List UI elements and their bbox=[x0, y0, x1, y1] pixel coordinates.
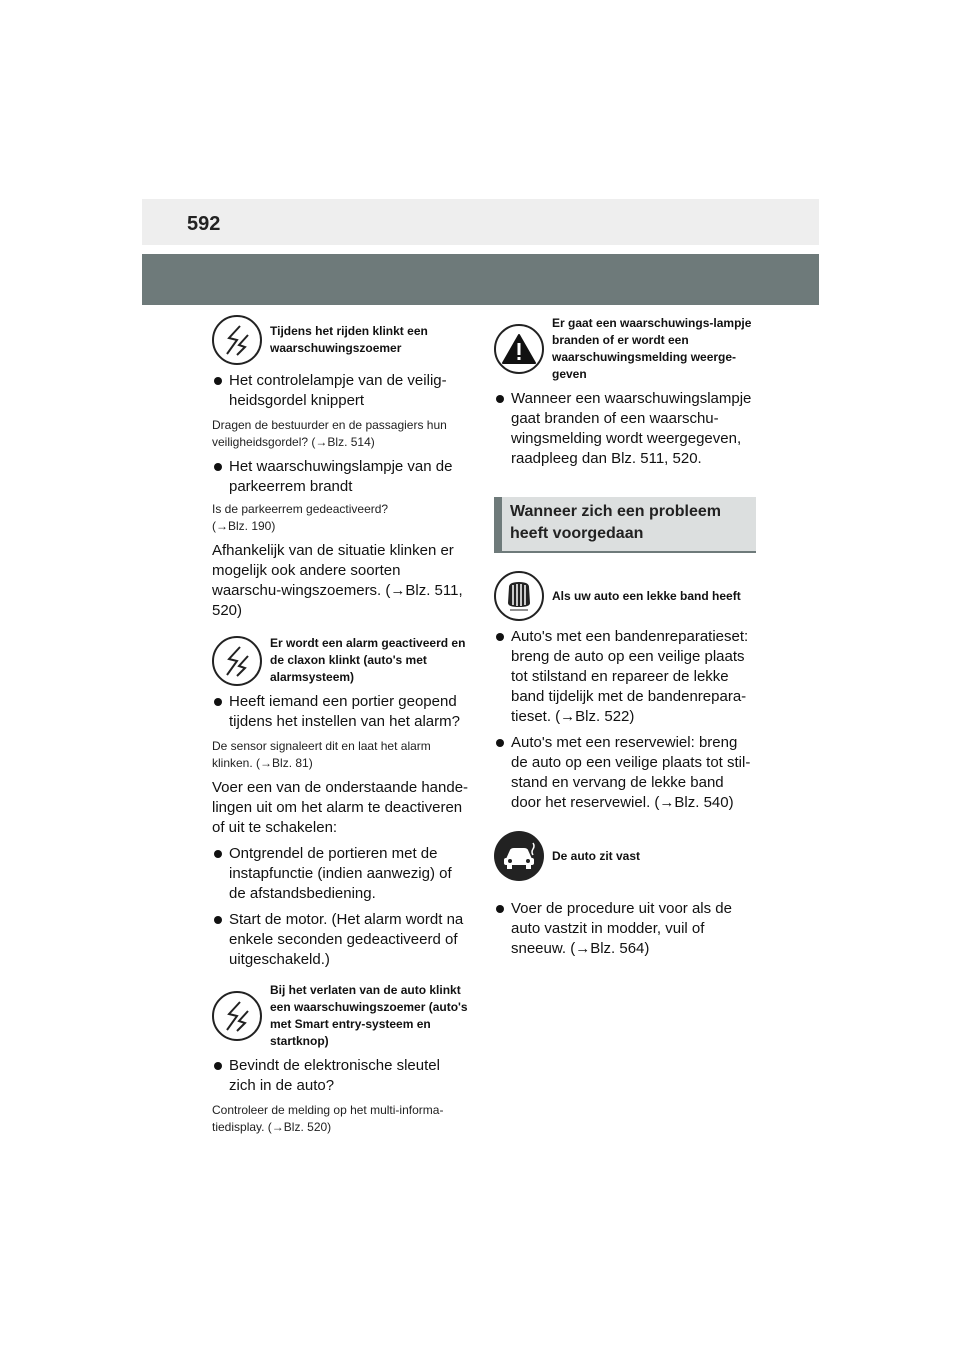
alarm-label: Er wordt een alarm geactiveerd en de claxon klinkt (auto's met alarmsysteem) bbox=[270, 636, 466, 684]
exit-buzzer-heading bbox=[212, 982, 470, 1050]
flat-tire-label: Als uw auto een lekke band heeft bbox=[552, 588, 741, 603]
paragraph: Voer een van de onderstaande hande-lingen uit om het alarm te deactiveren of uit te schakelen: bbox=[212, 779, 469, 836]
flat-tire-heading bbox=[494, 571, 756, 621]
page-number: 592 bbox=[187, 213, 221, 235]
list-item: Auto's met een bandenreparatieset: breng de auto op een veilige plaats tot stilstand en repareer de lekke band tijdelijk met de bandenrepara-tieset. (→Blz. 522) bbox=[494, 627, 756, 727]
warning-lamp-heading bbox=[494, 315, 756, 383]
header-band bbox=[142, 199, 819, 245]
exit-buzzer-label: Bij het verlaten van de auto klinkt een waarschuwingszoemer (auto's met Smart entry-systeem en startknop) bbox=[270, 983, 468, 1048]
buzzer-driving-label: Tijdens het rijden klinkt een waarschuwingszoemer bbox=[270, 324, 428, 355]
buzzer-warning-icon bbox=[212, 315, 262, 365]
list-item: Het waarschuwingslampje van de parkeerrem brandt bbox=[212, 457, 470, 497]
note-text: De sensor signaleert dit en laat het alarm klinken. (→Blz. 81) bbox=[212, 739, 431, 770]
paragraph: Afhankelijk van de situatie klinken er mogelijk ook andere soorten waarschu-wingszoemers. (→Blz. 511, 520) bbox=[212, 542, 463, 619]
warning-triangle-icon bbox=[494, 324, 544, 374]
list-item: Auto's met een reservewiel: breng de auto op een veilige plaats tot stil-stand en vervang de lekke band door het reservewiel. (→Blz. 540) bbox=[494, 733, 756, 813]
buzzer-warning-icon bbox=[212, 991, 262, 1041]
alarm-heading bbox=[212, 635, 470, 686]
warning-lamp-label: Er gaat een waarschuwings-lampje branden of er wordt een waarschuwingsmelding weerge-geven bbox=[552, 316, 752, 381]
stuck-car-icon bbox=[494, 831, 544, 881]
list-item: Het controlelampje van de veilig-heidsgordel knippert bbox=[212, 371, 470, 411]
list-item: Heeft iemand een portier geopend tijdens het instellen van het alarm? bbox=[212, 692, 470, 732]
buzzer-driving-heading bbox=[212, 315, 470, 365]
note-text: Controleer de melding op het multi-informa-tiedisplay. (→Blz. 520) bbox=[212, 1103, 444, 1134]
left-column bbox=[212, 315, 470, 1136]
list-item: Wanneer een waarschuwingslampje gaat branden of een waarschu-wingsmelding wordt weergegeven, raadpleeg dan Blz. 511, 520. bbox=[494, 389, 756, 469]
stuck-car-label: De auto zit vast bbox=[552, 848, 641, 863]
list-item: Bevindt de elektronische sleutel zich in de auto? bbox=[212, 1056, 470, 1096]
note-text: Is de parkeerrem gedeactiveerd? bbox=[212, 502, 389, 516]
right-column bbox=[494, 315, 756, 959]
stuck-car-heading bbox=[494, 831, 756, 881]
flat-tire-icon bbox=[494, 571, 544, 621]
section-heading: Wanneer zich een probleem heeft voorgedaan bbox=[494, 497, 756, 553]
list-item: Start de motor. (Het alarm wordt na enkele seconden gedeactiveerd of uitgeschakeld.) bbox=[212, 910, 470, 970]
note-text: Dragen de bestuurder en de passagiers hun veiligheidsgordel? (→Blz. 514) bbox=[212, 418, 447, 449]
list-item: Ontgrendel de portieren met de instapfunctie (indien aanwezig) of de afstandsbediening. bbox=[212, 844, 470, 904]
list-item: Voer de procedure uit voor als de auto vastzit in modder, vuil of sneeuw. (→Blz. 564) bbox=[494, 899, 756, 959]
note-text: (→Blz. 190) bbox=[212, 519, 276, 533]
chapter-title-bar bbox=[142, 254, 819, 305]
buzzer-warning-icon bbox=[212, 636, 262, 686]
